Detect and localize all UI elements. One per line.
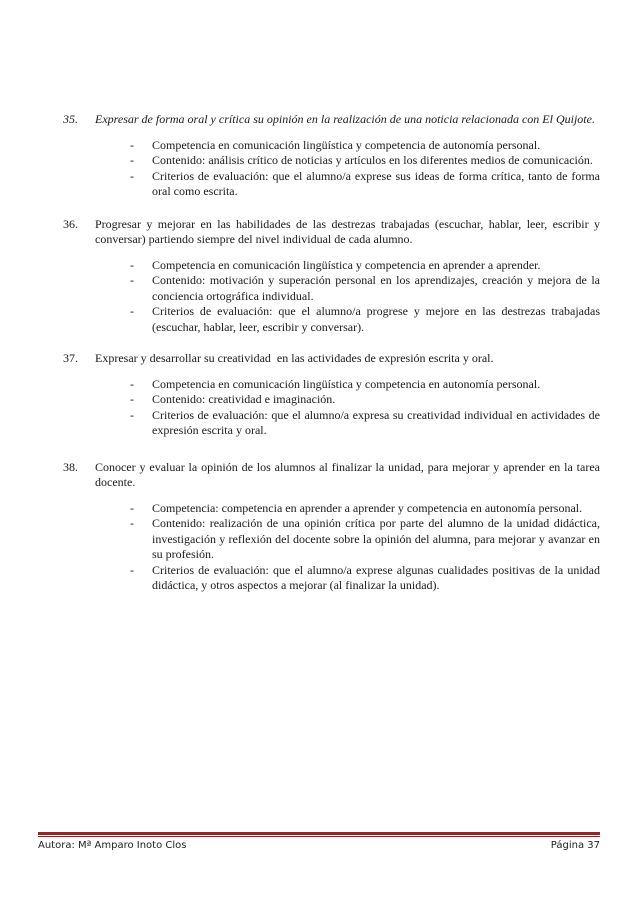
item-number: 37. [63, 351, 78, 365]
sub-item: - Criterios de evaluación: que el alumno/a expresa su creatividad individual en actividades de expresión escrita y oral. [130, 407, 600, 437]
sub-item: - Contenido: análisis crítico de noticias y artículos en los diferentes medios de comunicación. [130, 153, 593, 167]
objective-item-36 [63, 217, 600, 336]
item-number: 35. [63, 112, 78, 126]
objectives-list [63, 112, 600, 594]
sub-list [63, 138, 600, 200]
item-text: Conocer y evaluar la opinión de los alumnos al finalizar la unidad, para mejorar y aprender en la tarea docente. [95, 459, 600, 489]
item-number: 38. [63, 459, 78, 474]
sub-item: - Criterios de evaluación: que el alumno/a progrese y mejore en las destrezas trabajadas (escuchar, hablar, leer, escribir y conversar). [130, 304, 600, 334]
item-text: Expresar de forma oral y crítica su opinión en la realización de una noticia relacionada con El Quijote. [95, 112, 595, 126]
sub-item: - Competencia en comunicación lingüística y competencia en aprender a aprender. [130, 257, 541, 272]
sub-item: - Criterios de evaluación: que el alumno/a exprese sus ideas de forma crítica, tanto de forma oral como escrita. [130, 168, 600, 198]
sub-list [63, 377, 600, 439]
item-number: 36. [63, 216, 78, 231]
objective-item-37 [63, 351, 600, 439]
sub-item: - Contenido: motivación y superación personal en los aprendizajes, creación y mejora de la conciencia ortográfica individual. [130, 273, 600, 303]
sub-item: - Contenido: creatividad e imaginación. [130, 392, 336, 406]
objective-item-35 [63, 112, 600, 200]
item-text: Progresar y mejorar en las habilidades de las destrezas trabajadas (escuchar, hablar, leer, escribir y conversar) partiendo siempre del nivel individual de cada alumno. [95, 216, 600, 246]
item-text: Expresar y desarrollar su creatividad en las actividades de expresión escrita y oral. [95, 351, 494, 365]
footer-author: Autora: Mª Amparo Inoto Clos [38, 840, 187, 851]
sub-item: - Competencia: competencia en aprender a aprender y competencia en autonomía personal. [130, 500, 583, 515]
sub-item: - Competencia en comunicación lingüística y competencia de autonomía personal. [130, 137, 541, 152]
sub-list [63, 258, 600, 336]
sub-item: - Contenido: realización de una opinión crítica por parte del alumno de la unidad didáctica, investigación y reflexión del docente sobre la opinión del alumna, para mejorar y avanzar en su profesión. [130, 516, 600, 561]
sub-item: - Criterios de evaluación: que el alumno/a exprese algunas cualidades positivas de la unidad didáctica, y otros aspectos a mejorar (al finalizar la unidad). [130, 562, 600, 592]
sub-list [63, 501, 600, 594]
sub-item: - Competencia en comunicación lingüística y competencia en autonomía personal. [130, 376, 541, 391]
footer-divider-thin [38, 836, 600, 837]
objective-item-38 [63, 460, 600, 594]
footer-page-number: Página 37 [550, 840, 600, 851]
footer-divider [38, 832, 600, 835]
